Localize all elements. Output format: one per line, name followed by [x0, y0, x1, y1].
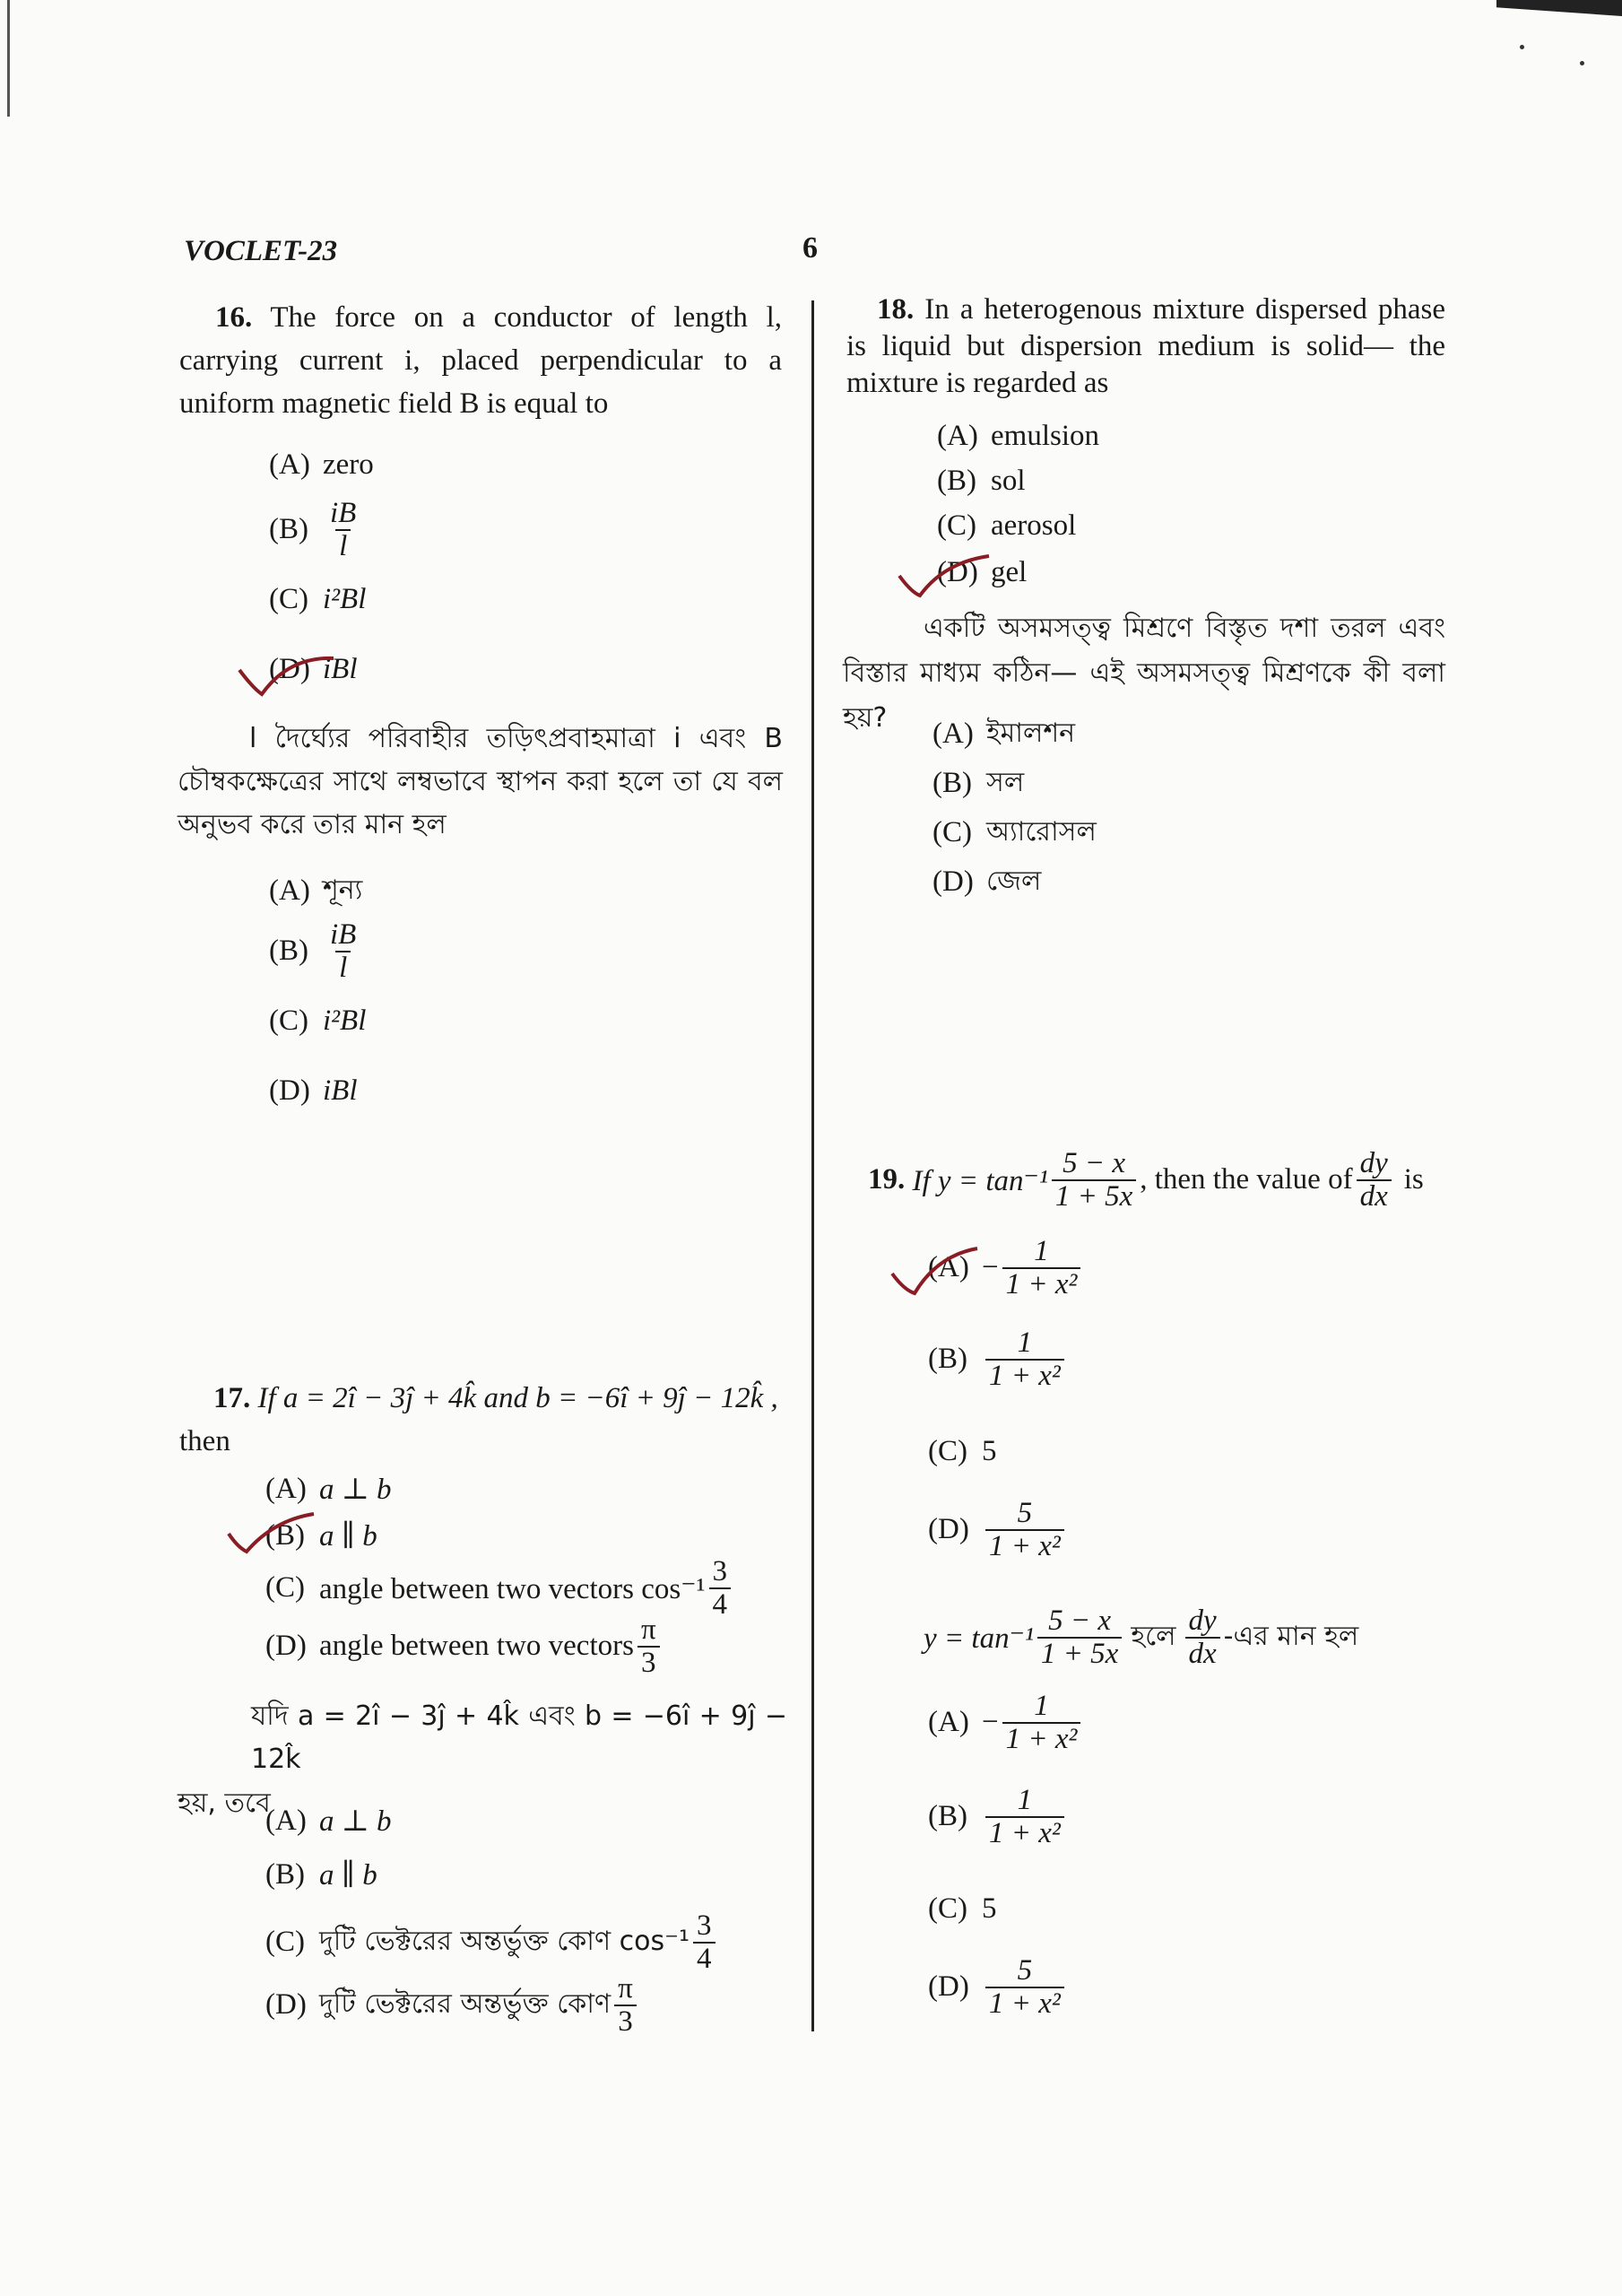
- q17-option-d[interactable]: (D) angle between two vectors $\frac{\pi}{3}$: [265, 1614, 664, 1678]
- q16-question: The force on a conductor of length l, carrying current i, placed perpendicular to a uniform magnetic field B is equal to: [179, 301, 782, 420]
- q16-bn-option-b[interactable]: (B) $\frac{iB}{l}$: [269, 918, 357, 984]
- q19-option-b[interactable]: (B) $\frac{1}{\text{1 + x²}}$: [928, 1327, 1068, 1391]
- q19-bn-option-b[interactable]: (B) $\frac{1}{\text{1 + x²}}$: [928, 1785, 1068, 1848]
- q18-bn-option-a[interactable]: (A) ইমালশন: [932, 718, 1075, 750]
- q19-option-c[interactable]: (C) 5: [928, 1435, 997, 1467]
- q19-text-en: 19. If y = tan⁻¹ $\frac{5 - x}{1 + 5x}$ , then the value of $\frac{dy}{dx}$ is: [868, 1147, 1424, 1213]
- q16-option-c[interactable]: (C) i²Bl: [269, 583, 367, 615]
- q16-option-a[interactable]: (A) zero: [269, 448, 374, 481]
- q18-option-b[interactable]: (B) sol: [937, 465, 1026, 497]
- q17-option-b[interactable]: (B) a ∥ b: [265, 1518, 377, 1552]
- q16-number: 16.: [215, 301, 253, 334]
- speck: [1520, 45, 1524, 49]
- q18-text-en: [846, 291, 1445, 402]
- exam-code: VOCLET-23: [184, 235, 338, 267]
- q19-option-a[interactable]: (A) − $\frac{1}{\text{1 + x²}}$: [928, 1236, 1084, 1300]
- q16-text-en: [179, 296, 782, 425]
- q18-text-bn: একটি অসমসত্ত্ব মিশ্রণে বিস্তৃত দশা তরল এবং বিস্তার মাধ্যম কঠিন— এই অসমসত্ত্ব মিশ্রণকে কী বলা হয়?: [843, 613, 1445, 734]
- q19-option-d[interactable]: (D) $\frac{5}{\text{1 + x²}}$: [928, 1498, 1068, 1561]
- q17-text-en: 17. If a = 2î − 3ĵ + 4k̂ and b = −6î + 9ĵ − 12k̂ , then: [179, 1382, 778, 1457]
- q18-bn-option-c[interactable]: (C) অ্যারোসল: [932, 816, 1097, 848]
- q17-option-c[interactable]: (C) angle between two vectors cos⁻¹ $\frac{3}{4}$: [265, 1556, 734, 1620]
- q17-number: 17.: [213, 1382, 251, 1414]
- q19-bn-option-d[interactable]: (D) $\frac{5}{\text{1 + x²}}$: [928, 1955, 1068, 2019]
- q19-text-bn: y = tan⁻¹ $\frac{5 - x}{1 + 5x}$ হলে $\frac{dy}{dx}$ -এর মান হল: [924, 1605, 1359, 1670]
- q17-bn-option-a[interactable]: (A) a ⊥ b: [265, 1804, 392, 1838]
- q19-bn-option-a[interactable]: (A) − $\frac{1}{\text{1 + x²}}$: [928, 1691, 1084, 1754]
- q18-bn-option-d[interactable]: (D) জেল: [932, 865, 1042, 898]
- q16-option-b[interactable]: (B) $\frac{iB}{l}$: [269, 497, 357, 562]
- q17-bn-option-c[interactable]: (C) দুটি ভেক্টরের অন্তর্ভুক্ত কোণ cos⁻¹ $\frac{3}{4}$: [265, 1910, 719, 1974]
- q16-text-bn: l দৈর্ঘ্যের পরিবাহীর তড়িৎপ্রবাহমাত্রা i এবং B চৌম্বকক্ষেত্রের সাথে লম্বভাবে স্থাপন করা হলে তা যে বল অনুভব করে তার মান হল: [178, 723, 783, 840]
- q16-bn-option-c[interactable]: (C) i²Bl: [269, 1004, 367, 1037]
- q16-bn-option-d[interactable]: (D) iBl: [269, 1074, 358, 1107]
- page-number: 6: [802, 231, 818, 265]
- column-divider: [811, 300, 814, 2031]
- q18-option-a[interactable]: (A) emulsion: [937, 420, 1099, 452]
- q17-question: If a = 2î − 3ĵ + 4k̂ and b = −6î + 9ĵ − 12k̂ ,: [257, 1382, 778, 1414]
- q16-bn-option-a[interactable]: (A) শূন্য: [269, 874, 363, 907]
- q18-option-c[interactable]: (C) aerosol: [937, 509, 1077, 542]
- q18-question: In a heterogenous mixture dispersed phase is liquid but dispersion medium is solid— the mixture is regarded as: [846, 293, 1445, 399]
- scan-edge: [7, 0, 10, 117]
- q17-text-bn: যদি a = 2î − 3ĵ + 4k̂ এবং b = −6î + 9ĵ − 12k̂ হয়, তবে: [178, 1700, 787, 1819]
- q16-option-d[interactable]: (D) iBl: [269, 653, 358, 685]
- q18-number: 18.: [877, 293, 915, 326]
- q17-option-a[interactable]: (A) a ⊥ b: [265, 1472, 392, 1506]
- scan-corner: [1496, 0, 1622, 16]
- q17-bn-option-b[interactable]: (B) a ∥ b: [265, 1857, 377, 1892]
- speck: [1580, 61, 1584, 65]
- q18-option-d[interactable]: (D) gel: [937, 556, 1028, 588]
- q17-bn-option-d[interactable]: (D) দুটি ভেক্টরের অন্তর্ভুক্ত কোণ $\frac{\pi}{3}$: [265, 1973, 640, 2037]
- q19-bn-option-c[interactable]: (C) 5: [928, 1892, 997, 1925]
- q18-bn-option-b[interactable]: (B) সল: [932, 767, 1025, 799]
- q19-number: 19.: [868, 1163, 906, 1196]
